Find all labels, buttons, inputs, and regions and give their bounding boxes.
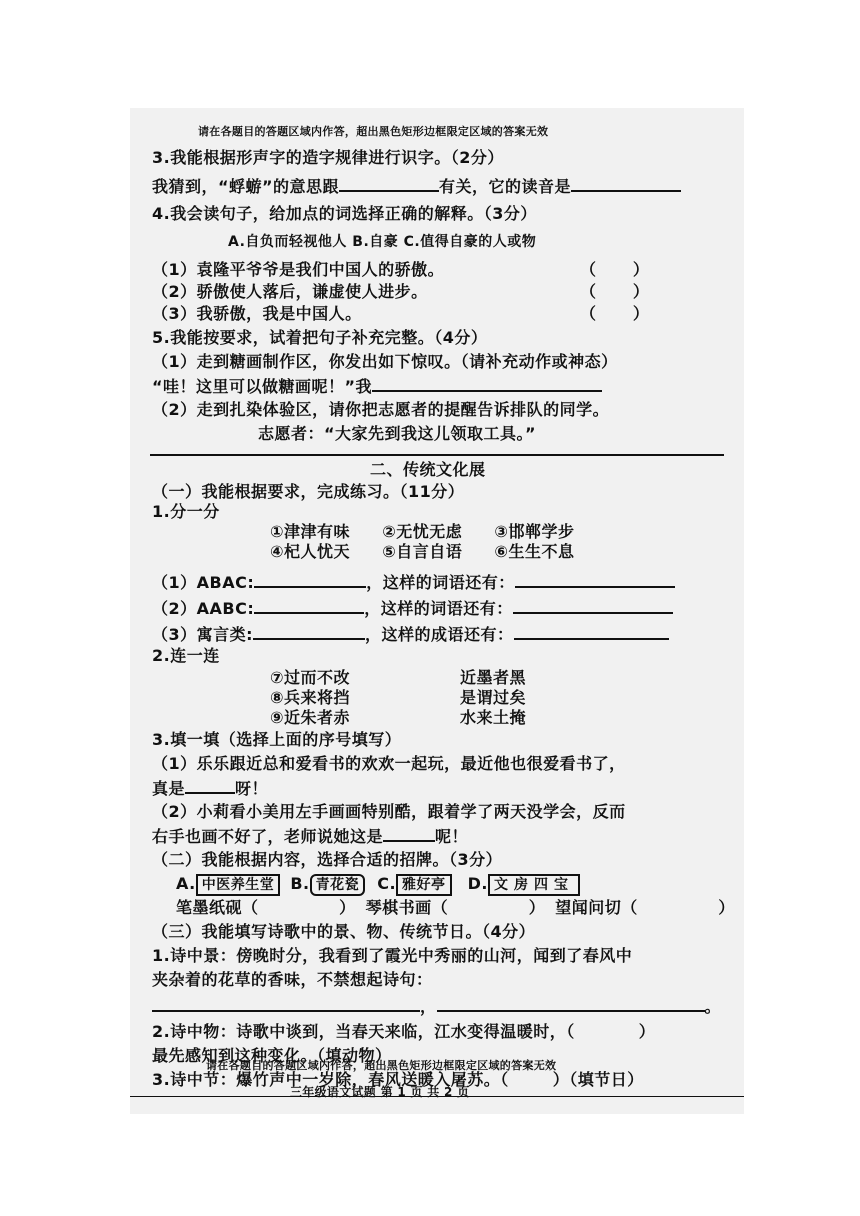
sign-items: [176, 898, 735, 918]
q3fill-2b: [152, 826, 468, 847]
q3-answer-blank-1[interactable]: [339, 176, 439, 192]
sign-item-1: 笔墨纸砚（: [176, 898, 259, 917]
q1-line-2-label: （2）AABC:: [152, 599, 255, 618]
poem-2a: [152, 1022, 655, 1042]
q5-title: 5.我能按要求，试着把句子补充完整。（4分）: [152, 328, 488, 347]
idioms-row-2: [270, 542, 574, 562]
link-left-1: ⑦过而不改: [270, 668, 351, 687]
q1-line-2-blank-a[interactable]: [254, 598, 364, 614]
q3-text-b: 有关，它的读音是: [439, 177, 572, 196]
idiom-4: ④杞人忧天: [270, 542, 351, 561]
sign-d[interactable]: 文房四宝: [488, 874, 580, 896]
q1-line-3: [152, 624, 669, 645]
poem-2a-text: 2.诗中物：诗歌中谈到，当春天来临，江水变得温暖时，（: [152, 1022, 575, 1041]
q3fill-2-blank[interactable]: [383, 826, 435, 842]
q1-line-2-mid: ，这样的词语还有：: [364, 599, 513, 618]
q1-line-3-blank-a[interactable]: [253, 624, 365, 640]
q1-line-1: [152, 572, 675, 593]
q1-line-3-blank-b[interactable]: [514, 624, 669, 640]
q1-line-1-mid: ，这样的词语还有：: [366, 573, 515, 592]
footer-note: 请在各题目的答题区域内作答，超出黑色矩形边框限定区域的答案无效: [206, 1059, 557, 1072]
q3-text-a: 我猜到，“蜉蝣”的意思跟: [152, 177, 340, 196]
poem-1a: 1.诗中景：傍晚时分，我看到了霞光中秀丽的山河，闻到了春风中: [152, 946, 633, 965]
sign-a[interactable]: 中医养生堂: [196, 874, 281, 896]
sign-c[interactable]: 雅好亭: [396, 874, 452, 896]
poem-2b: 最先感知到这种变化。（填动物）: [152, 1046, 392, 1065]
idiom-5: ⑤自言自语: [382, 542, 463, 561]
q3fill-1a: （1）乐乐跟近总和爱看书的欢欢一起玩，最近他也很爱看书了，: [152, 754, 626, 773]
q4-item-1: （1）袁隆平爷爷是我们中国人的骄傲。: [152, 260, 445, 279]
q5-item-2: （2）走到扎染体验区，请你把志愿者的提醒告诉排队的同学。: [152, 400, 610, 419]
q3fill-1b-post: 呀！: [235, 779, 269, 798]
poem-3-close: ）（填节日）: [552, 1070, 644, 1089]
idiom-6: ⑥生生不息: [494, 542, 575, 561]
q1-line-2-blank-b[interactable]: [513, 598, 673, 614]
q2-title: 2.连一连: [152, 646, 220, 665]
poem-1-blank-b[interactable]: [437, 996, 705, 1012]
q5-item-1-quote: [152, 376, 602, 397]
q1-line-1-blank-a[interactable]: [254, 572, 366, 588]
link-right-2[interactable]: 是谓过矣: [460, 688, 527, 707]
q3fill-1b-pre: 真是: [152, 779, 186, 798]
q1-line-3-label: （3）寓言类:: [152, 625, 254, 644]
footer-page: 三年级语文试题 第 1 页 共 2 页: [290, 1085, 470, 1099]
q1-line-1-blank-b[interactable]: [515, 572, 675, 588]
poem-2a-close: ）: [638, 1022, 656, 1041]
q3-answer-blank-2[interactable]: [571, 176, 681, 192]
q4-answer-paren-2[interactable]: （ ）: [580, 282, 650, 301]
q5-item-2-quote: 志愿者：“大家先到我这儿领取工具。”: [258, 424, 537, 443]
q4-title: 4.我会读句子，给加点的词选择正确的解释。（3分）: [152, 204, 537, 223]
q3fill-title: 3.填一填（选择上面的序号填写）: [152, 730, 402, 749]
q1-line-1-label: （1）ABAC:: [152, 573, 255, 592]
sign-b[interactable]: 青花瓷: [310, 874, 366, 896]
signs-row: [176, 874, 580, 896]
poem-1-blank-a[interactable]: [152, 996, 420, 1012]
q3fill-2a: （2）小莉看小美用左手画画特别酷，跟着学了两天没学会，反而: [152, 802, 626, 821]
link-right-3[interactable]: 水来土掩: [460, 708, 527, 727]
q1-line-3-mid: ，这样的成语还有：: [365, 625, 514, 644]
sub1-title: （一）我能根据要求，完成练习。（11分）: [152, 482, 465, 501]
sub3-title: （三）我能填写诗歌中的景、物、传统节日。（4分）: [152, 922, 536, 941]
q5-item-1: （1）走到糖画制作区，你发出如下惊叹。（请补充动作或神态）: [152, 352, 618, 371]
q4-options: A.自负而轻视他人 B.自豪 C.值得自豪的人或物: [228, 234, 537, 250]
q3-text: [152, 176, 681, 197]
section-divider: [150, 454, 724, 456]
link-left-3: ⑨近朱者赤: [270, 708, 351, 727]
sign-a-letter: A.: [176, 874, 196, 893]
poem-1b: 夹杂着的花草的香味，不禁想起诗句：: [152, 970, 433, 989]
q1-line-2: [152, 598, 673, 619]
q4-item-2: （2）骄傲使人落后，谦虚使人进步。: [152, 282, 428, 301]
sign-item-3: ） 望闻问切（: [528, 898, 638, 917]
link-left-2: ⑧兵来将挡: [270, 688, 351, 707]
q4-answer-paren-1[interactable]: （ ）: [580, 260, 650, 279]
sign-item-4: ）: [718, 898, 735, 917]
q3fill-2b-pre: 右手也画不好了，老师说她这是: [152, 827, 384, 846]
section-title: 二、传统文化展: [370, 460, 486, 479]
q5-quote-text: “哇！这里可以做糖画呢！”我: [152, 377, 373, 396]
q4-answer-paren-3[interactable]: （ ）: [580, 304, 650, 323]
poem-3-text: 3.诗中节：爆竹声中一岁除，春风送暖入屠苏。（: [152, 1070, 509, 1089]
q4-item-3: （3）我骄傲，我是中国人。: [152, 304, 362, 323]
poem-1-answer: ， 。: [152, 996, 721, 1017]
idiom-1: ①津津有味: [270, 522, 351, 541]
q5-answer-blank-1[interactable]: [372, 376, 602, 392]
sign-c-letter: C.: [377, 874, 397, 893]
q3fill-2b-post: 呢！: [435, 827, 469, 846]
sign-b-letter: B.: [290, 874, 310, 893]
q1-title: 1.分一分: [152, 502, 220, 521]
idioms-row-1: [270, 522, 574, 542]
q3-title: 3.我能根据形声字的造字规律进行识字。（2分）: [152, 148, 504, 167]
idiom-2: ②无忧无虑: [382, 522, 463, 541]
idiom-3: ③邯郸学步: [494, 522, 575, 541]
sign-d-letter: D.: [467, 874, 488, 893]
q3fill-1b: [152, 778, 268, 799]
sub2-title: （二）我能根据内容，选择合适的招牌。（3分）: [152, 850, 503, 869]
exam-sheet: [130, 108, 744, 1114]
sign-item-2: ） 琴棋书画（: [339, 898, 449, 917]
link-right-1[interactable]: 近墨者黑: [460, 668, 527, 687]
header-note: 请在各题目的答题区域内作答，超出黑色矩形边框限定区域的答案无效: [198, 125, 549, 138]
q3fill-1-blank[interactable]: [185, 778, 235, 794]
